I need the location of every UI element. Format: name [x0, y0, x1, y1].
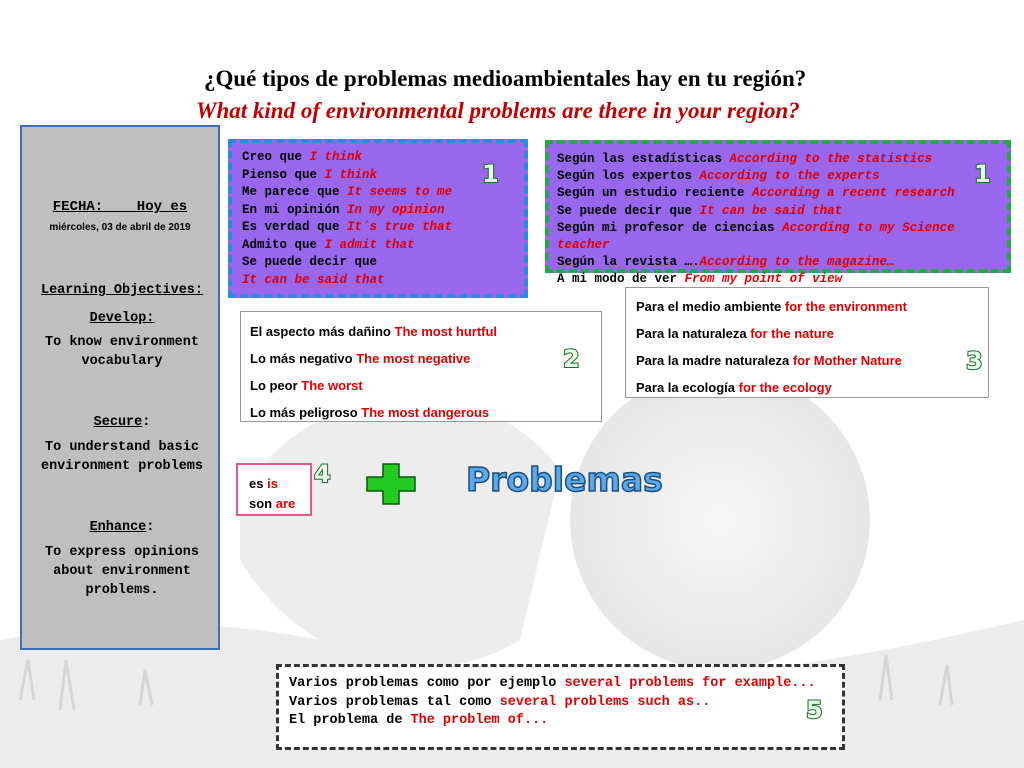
phrase-en: for the nature [750, 326, 834, 341]
phrase-en: According a recent research [752, 186, 955, 201]
phrase-en: for the environment [784, 299, 907, 314]
sources-box [545, 140, 1011, 287]
superlatives-box [240, 311, 602, 422]
phrase-row [242, 254, 524, 272]
phrase-en: According to my Science teacher [557, 220, 955, 253]
phrase-row [249, 474, 310, 494]
phrase-row [636, 347, 988, 374]
secure-text: To understand basic environment problems [40, 440, 204, 474]
phrase-en: for Mother Nature [792, 353, 902, 368]
phrase-en: From my point of view [684, 272, 843, 287]
phrase-row [242, 237, 524, 255]
phrase-es: Para el medio ambiente [636, 299, 782, 314]
phrase-es: Según un estudio reciente [557, 186, 745, 201]
phrase-row [242, 219, 524, 237]
phrase-en: It can be said that [242, 272, 385, 287]
verbs-box [236, 463, 312, 516]
phrase-es: Lo peor [250, 378, 298, 393]
phrase-row [557, 185, 1007, 202]
phrase-es: son [249, 496, 273, 511]
phrase-es: Para la madre naturaleza [636, 353, 790, 368]
phrase-en: for the ecology [738, 380, 832, 395]
phrase-en: are [275, 496, 296, 511]
phrase-row [289, 694, 842, 713]
examples-box [276, 664, 845, 750]
phrase-en: I think [309, 150, 363, 164]
phrase-en: The most dangerous [361, 405, 490, 420]
phrase-en: It can be said that [699, 203, 843, 218]
phrase-en: According to the experts [699, 169, 880, 184]
objectives-sidebar [20, 125, 220, 650]
phrase-es: Lo más negativo [250, 351, 353, 366]
phrase-es: Creo que [242, 150, 303, 164]
phrase-row [289, 675, 842, 694]
phrase-en: is [267, 476, 278, 491]
phrase-es: es [249, 476, 264, 491]
phrase-es: Para la ecología [636, 380, 735, 395]
phrase-row [557, 254, 1007, 271]
phrase-en: In my opinion [347, 202, 445, 217]
enhance-heading: Enhance [89, 520, 147, 535]
phrase-en: The problem of... [410, 713, 549, 728]
phrase-en: several problems for example... [564, 676, 816, 691]
phrase-en: several problems such as.. [499, 694, 711, 710]
problemas-word: Problemas [466, 460, 663, 499]
phrase-row [250, 318, 601, 345]
phrase-es: Se puede decir que [557, 203, 693, 218]
phrase-es: Según la revista …. [557, 255, 700, 270]
number-badge-5: 5 [806, 696, 823, 724]
phrase-en: The worst [301, 378, 363, 393]
develop-heading: Develop: [89, 311, 155, 326]
phrase-es: Pienso que [242, 167, 318, 182]
phrase-es: Según las estadísticas [557, 152, 723, 166]
phrase-es: Se puede decir que [242, 255, 378, 269]
enhance-line: Enhance: [89, 520, 155, 535]
phrase-row [557, 168, 1007, 185]
phrase-es: El aspecto más dañino [250, 324, 391, 339]
enhance-text: To express opinions about environment problems. [45, 545, 199, 598]
fecha-label: FECHA: Hoy es [52, 199, 188, 215]
phrase-row [250, 372, 601, 399]
phrase-es: Me parece que [242, 185, 340, 199]
nature-box [625, 287, 989, 398]
date-text: miércoles, 03 de abril de 2019 [49, 222, 191, 233]
phrase-row [557, 203, 1007, 220]
phrase-es: Es verdad que [242, 220, 340, 234]
number-badge-4: 4 [314, 460, 331, 488]
secure-heading: Secure [93, 415, 143, 430]
phrase-en: The most hurtful [394, 324, 498, 339]
phrase-en: I think [324, 167, 378, 182]
phrase-row [242, 202, 524, 220]
objectives-heading: Learning Objectives: [40, 283, 204, 298]
phrase-es: Lo más peligroso [250, 405, 358, 420]
phrase-row [636, 374, 988, 401]
phrase-en: The most negative [356, 351, 471, 366]
phrase-en: It´s true that [347, 220, 453, 234]
phrase-es: Para la naturaleza [636, 326, 747, 341]
phrase-row [289, 712, 842, 731]
phrase-row [242, 272, 524, 290]
phrase-row [250, 345, 601, 372]
secure-line: Secure: [93, 415, 151, 430]
number-badge-2: 2 [563, 345, 580, 373]
phrase-es: El problema de [289, 713, 403, 728]
phrase-es: Según los expertos [557, 169, 693, 184]
number-badge-1a: 1 [482, 160, 499, 188]
phrase-es: En mi opinión [242, 202, 340, 217]
phrase-es: A mi modo de ver [557, 272, 678, 287]
phrase-es: Varios problemas tal como [289, 694, 492, 710]
phrase-row [636, 293, 988, 320]
phrase-row [250, 399, 601, 426]
number-badge-1b: 1 [974, 160, 991, 188]
phrase-en: According to the statistics [729, 152, 933, 166]
number-badge-3: 3 [966, 347, 983, 375]
plus-icon [366, 463, 416, 505]
develop-text: To know environment vocabulary [45, 335, 199, 369]
phrase-row [557, 151, 1007, 168]
phrase-en: It seems to me [347, 185, 453, 199]
phrase-row [557, 220, 1007, 254]
phrase-es: Admito que [242, 237, 318, 252]
phrase-row [249, 494, 310, 514]
phrase-en: According to the magazine… [699, 255, 895, 270]
phrase-en: I admit that [324, 237, 415, 252]
title-english: What kind of environmental problems are there in your region? [196, 98, 800, 123]
phrase-es: Según mi profesor de ciencias [557, 220, 775, 235]
phrase-row [636, 320, 988, 347]
phrase-es: Varios problemas como por ejemplo [289, 676, 557, 691]
title-spanish: ¿Qué tipos de problemas medioambientales hay en tu región? [204, 66, 807, 91]
